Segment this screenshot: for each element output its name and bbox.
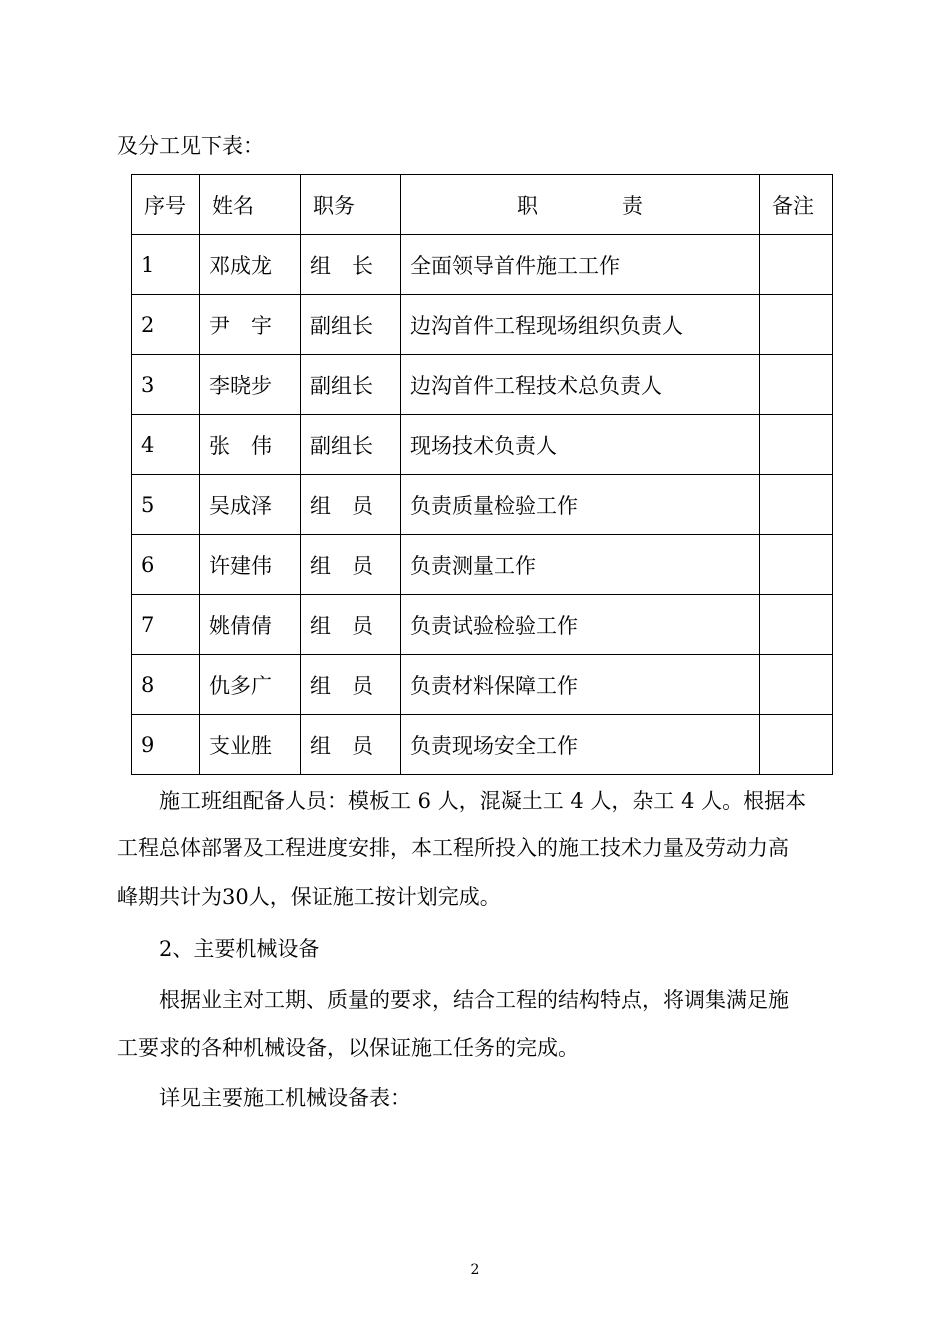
member-title: 副组长 xyxy=(301,295,401,355)
member-name: 吴成泽 xyxy=(200,475,301,535)
row-number: 1 xyxy=(132,235,200,295)
member-note xyxy=(760,295,833,355)
member-title: 副组长 xyxy=(301,415,401,475)
row-number: 2 xyxy=(132,295,200,355)
member-name: 支业胜 xyxy=(200,715,301,775)
member-note xyxy=(760,415,833,475)
member-note xyxy=(760,475,833,535)
equipment-table-reference: 详见主要施工机械设备表： xyxy=(159,1086,411,1110)
member-duty: 负责质量检验工作 xyxy=(401,475,760,535)
page-number: 2 xyxy=(470,1262,480,1278)
table-row xyxy=(132,415,833,475)
header-no: 序号 xyxy=(132,175,200,235)
member-duty: 边沟首件工程技术总负责人 xyxy=(401,355,760,415)
staff-table xyxy=(131,174,833,775)
row-number: 5 xyxy=(132,475,200,535)
table-row xyxy=(132,235,833,295)
header-name: 姓名 xyxy=(200,175,301,235)
member-title: 组 员 xyxy=(301,535,401,595)
row-number: 4 xyxy=(132,415,200,475)
member-name: 仇多广 xyxy=(200,655,301,715)
member-duty: 负责试验检验工作 xyxy=(401,595,760,655)
row-number: 7 xyxy=(132,595,200,655)
row-number: 3 xyxy=(132,355,200,415)
member-name: 张 伟 xyxy=(200,415,301,475)
member-name: 李晓步 xyxy=(200,355,301,415)
member-duty: 负责材料保障工作 xyxy=(401,655,760,715)
member-note xyxy=(760,355,833,415)
member-duty: 负责现场安全工作 xyxy=(401,715,760,775)
table-row xyxy=(132,595,833,655)
table-header-row xyxy=(132,175,833,235)
member-title: 组 员 xyxy=(301,715,401,775)
member-name: 许建伟 xyxy=(200,535,301,595)
member-note xyxy=(760,535,833,595)
table-row xyxy=(132,535,833,595)
member-duty: 边沟首件工程现场组织负责人 xyxy=(401,295,760,355)
member-title: 副组长 xyxy=(301,355,401,415)
member-title: 组 长 xyxy=(301,235,401,295)
member-title: 组 员 xyxy=(301,655,401,715)
staffing-paragraph-line-3: 峰期共计为30人，保证施工按计划完成。 xyxy=(117,885,501,909)
member-duty: 负责测量工作 xyxy=(401,535,760,595)
header-duty: 职 责 xyxy=(401,175,760,235)
member-title: 组 员 xyxy=(301,475,401,535)
row-number: 8 xyxy=(132,655,200,715)
row-number: 9 xyxy=(132,715,200,775)
row-number: 6 xyxy=(132,535,200,595)
table-row xyxy=(132,475,833,535)
intro-text: 及分工见下表： xyxy=(117,134,264,158)
member-name: 尹 宇 xyxy=(200,295,301,355)
equipment-paragraph-line-1: 根据业主对工期、质量的要求，结合工程的结构特点，将调集满足施 xyxy=(159,988,789,1012)
header-note: 备注 xyxy=(760,175,833,235)
member-note xyxy=(760,655,833,715)
table-row xyxy=(132,715,833,775)
table-row xyxy=(132,355,833,415)
staffing-paragraph-line-2: 工程总体部署及工程进度安排，本工程所投入的施工技术力量及劳动力高 xyxy=(117,836,789,860)
member-note xyxy=(760,715,833,775)
section-heading: 2、主要机械设备 xyxy=(159,937,320,961)
member-duty: 全面领导首件施工工作 xyxy=(401,235,760,295)
equipment-paragraph-line-2: 工要求的各种机械设备，以保证施工任务的完成。 xyxy=(117,1036,579,1060)
staffing-paragraph-line-1: 施工班组配备人员：模板工 6 人，混凝土工 4 人，杂工 4 人。根据本 xyxy=(159,789,807,813)
member-duty: 现场技术负责人 xyxy=(401,415,760,475)
member-name: 姚倩倩 xyxy=(200,595,301,655)
table-row xyxy=(132,295,833,355)
table-row xyxy=(132,655,833,715)
member-title: 组 员 xyxy=(301,595,401,655)
member-name: 邓成龙 xyxy=(200,235,301,295)
member-note xyxy=(760,595,833,655)
header-title: 职务 xyxy=(301,175,401,235)
member-note xyxy=(760,235,833,295)
